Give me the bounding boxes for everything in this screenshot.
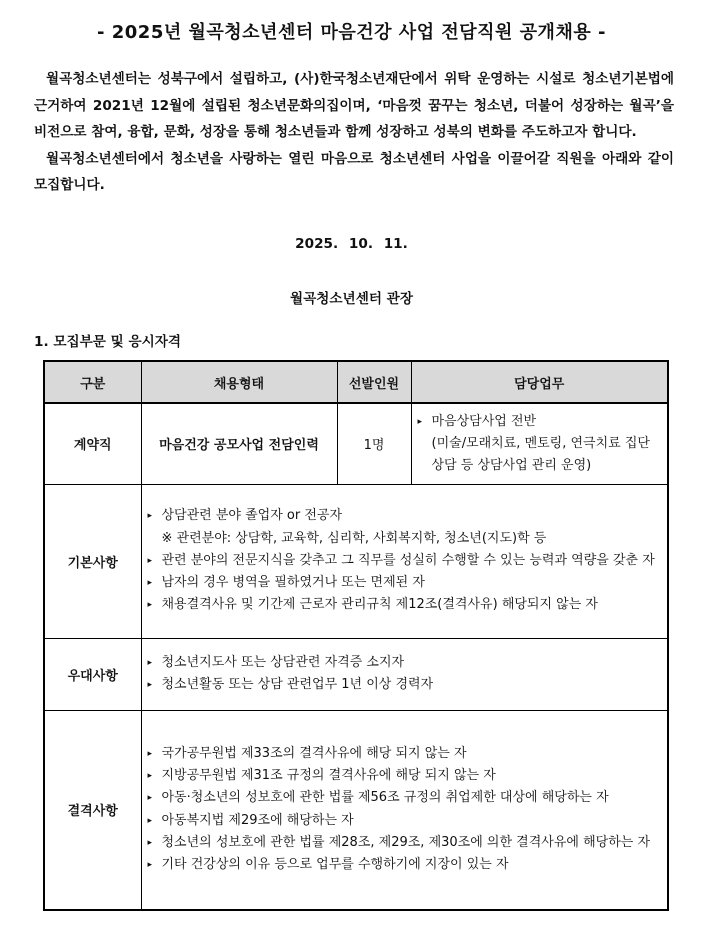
recruitment-table	[43, 360, 669, 911]
list-item	[148, 787, 662, 809]
triangle-bullet-icon: ▸	[417, 416, 423, 427]
list-item-text: 국가공무원법 제33조의 결격사유에 해당 되지 않는 자	[161, 745, 467, 761]
list-item	[148, 765, 662, 787]
announcement-date: 2025. 10. 11.	[295, 236, 408, 252]
triangle-bullet-icon: ▸	[147, 555, 153, 566]
row-label-basic: 기본사항	[44, 484, 141, 638]
list-item	[148, 572, 662, 594]
duties-cell	[411, 403, 668, 484]
related-fields-note: ※ 관련분야: 상담학, 교육학, 심리학, 사회복지학, 청소년(지도)학 등	[161, 530, 547, 546]
list-item-text: 청소년의 성보호에 관한 법률 제28조, 제29조, 제30조에 의한 결격사유에 해당하는 자	[161, 835, 651, 851]
list-item-text: 아동복지법 제29조에 해당하는 자	[161, 812, 354, 828]
list-item-text: 청소년지도사 또는 상담관련 자격증 소지자	[161, 654, 405, 670]
triangle-bullet-icon: ▸	[147, 748, 153, 759]
list-item-text: 관련 분야의 전문지식을 갖추고 그 직무를 성실히 수행할 수 있는 능력과 역량을 갖춘 자	[161, 552, 655, 568]
triangle-bullet-icon: ▸	[147, 793, 153, 804]
signer: 월곡청소년센터 관장	[290, 291, 413, 307]
table-header-row	[44, 361, 668, 403]
list-item	[148, 743, 662, 765]
headcount: 1명	[337, 403, 411, 484]
triangle-bullet-icon: ▸	[147, 511, 153, 522]
row-label-disqualify: 결격사항	[44, 710, 141, 910]
triangle-bullet-icon: ▸	[147, 600, 153, 611]
list-item	[148, 652, 662, 674]
list-item-text: 남자의 경우 병역을 필하였거나 또는 면제된 자	[161, 575, 425, 591]
list-item	[148, 832, 662, 854]
triangle-bullet-icon: ▸	[147, 815, 153, 826]
triangle-bullet-icon: ▸	[147, 657, 153, 668]
table-row-disqualify	[44, 710, 668, 910]
list-item	[148, 810, 662, 832]
list-item-text: 아동·청소년의 성보호에 관한 법률 제56조 규정의 취업제한 대상에 해당하는 자	[161, 790, 609, 806]
list-item	[148, 594, 662, 616]
duty-detail: (미술/모래치료, 멘토링, 연극치료 집단상담 등 상담사업 관리 운영)	[431, 435, 650, 473]
header-category: 구분	[44, 361, 141, 403]
row-label-preferred: 우대사항	[44, 638, 141, 710]
triangle-bullet-icon: ▸	[147, 578, 153, 589]
header-duties: 담당업무	[411, 361, 668, 403]
list-item	[148, 550, 662, 572]
list-item-text: 청소년활동 또는 상담 관련업무 1년 이상 경력자	[161, 677, 434, 692]
list-item	[148, 854, 662, 876]
table-row-basic	[44, 484, 668, 638]
disqualification-cell	[141, 710, 668, 910]
section-heading: 1. 모집부문 및 응시자격	[34, 334, 182, 350]
triangle-bullet-icon: ▸	[147, 680, 153, 690]
table-row-contract	[44, 403, 668, 484]
list-item-text: 기타 건강상의 이유 등으로 업무를 수행하기에 지장이 있는 자	[161, 857, 509, 873]
list-item-text: 상담관련 분야 졸업자 or 전공자	[161, 508, 343, 524]
basic-requirements-cell	[141, 484, 668, 638]
intro-text	[34, 66, 674, 199]
table-row-preferred	[44, 638, 668, 710]
intro-paragraph: 월곡청소년센터에서 청소년을 사랑하는 열린 마음으로 청소년센터 사업을 이끌어갈 직원을 아래와 같이 모집합니다.	[34, 150, 674, 193]
preferred-cell	[141, 638, 668, 710]
list-item	[148, 674, 662, 696]
triangle-bullet-icon: ▸	[147, 838, 153, 849]
triangle-bullet-icon: ▸	[147, 771, 153, 782]
duty-main: 마음상담사업 전반	[431, 413, 537, 429]
job-title: 마음건강 공모사업 전담인력	[141, 403, 337, 484]
header-headcount: 선발인원	[337, 361, 411, 403]
intro-paragraph: 월곡청소년센터는 성북구에서 설립하고, (사)한국청소년재단에서 위탁 운영하는 시설로 청소년기본법에 근거하여 2021년 12월에 설립된 청소년문화의집이며, ‘마음껏 꿈꾸는 청소년, 더불어 성장하는 월곡’을 비전으로 참여, 융합, 문화, 성장을 통해 청소년들과 함께 성장하고 성북의 변화를 주도하고자 합니다.	[34, 71, 674, 140]
list-item-text: 채용결격사유 및 기간제 근로자 관리규칙 제12조(결격사유) 해당되지 않는 자	[161, 597, 598, 613]
list-item-text: 지방공무원법 제31조 규정의 결격사유에 해당 되지 않는 자	[161, 768, 496, 784]
header-employment-type: 채용형태	[141, 361, 337, 403]
page-title: - 2025년 월곡청소년센터 마음건강 사업 전담직원 공개채용 -	[97, 22, 606, 43]
list-item	[418, 411, 662, 433]
triangle-bullet-icon: ▸	[147, 860, 153, 871]
list-item	[148, 505, 662, 527]
row-label-contract: 계약직	[44, 403, 141, 484]
